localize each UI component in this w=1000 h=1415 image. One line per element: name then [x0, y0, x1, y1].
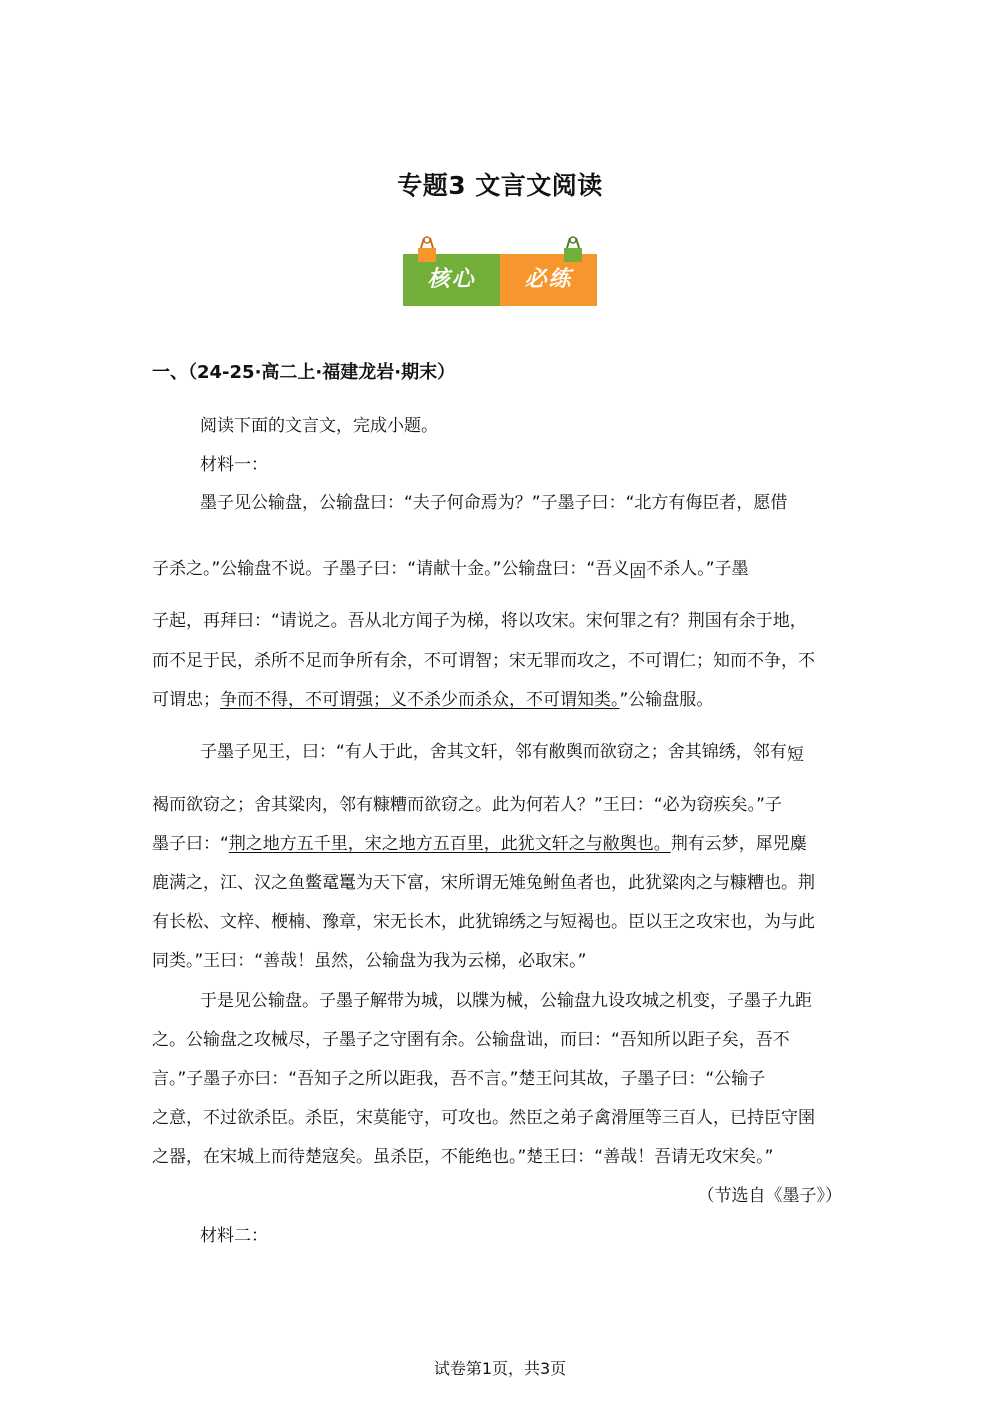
- passage-line: 墨子见公输盘，公输盘曰：“夫子何命焉为？”子墨子曰：“北方有侮臣者，愿借: [200, 493, 788, 513]
- passage-line: 之器，在宋城上而待楚寇矣。虽杀臣，不能绝也。”楚王曰：“善哉！吾请无攻宋矣。”: [152, 1147, 774, 1167]
- passage-line: 同类。”王曰：“善哉！虽然，公输盘为我为云梯，必取宋。”: [152, 951, 587, 971]
- page-footer: 试卷第1页，共3页: [433, 1359, 567, 1378]
- section-source: （24-25·高二上·福建龙岩·期末）: [188, 362, 456, 383]
- passage-line: 言。”子墨子亦曰：“吾知子之所以距我，吾不言。”楚王问其故，子墨子曰：“公输子: [152, 1069, 766, 1089]
- passage-line: 褐而欲窃之；舍其粱肉，邻有糠糟而欲窃之。此为何若人？”王曰：“必为窃疾矣。”子: [152, 795, 782, 815]
- passage-line: [152, 689, 842, 711]
- core-practice-banner: [403, 234, 597, 306]
- passage-line: 子起，再拜曰：“请说之。吾从北方闻子为梯，将以攻宋。宋何罪之有？荆国有余于地，: [152, 611, 807, 631]
- underlined-sentence: 争而不得，不可谓强；义不杀少而杀众，不可谓知类。: [220, 690, 620, 710]
- page-title: 专题3 文言文阅读: [397, 171, 603, 200]
- passage-line: 而不足于民，杀所不足而争所有余，不可谓智；宋无罪而攻之，不可谓仁；知而不争，不: [152, 651, 815, 671]
- passage-line: 有长松、文梓、楩楠、豫章，宋无长木，此犹锦绣之与短褐也。臣以王之攻宋也，为与此: [152, 912, 815, 932]
- material-one-label: 材料一：: [200, 455, 268, 475]
- section-heading: [152, 358, 455, 384]
- passage-line: 于是见公输盘。子墨子解带为城，以牒为械，公输盘九设攻城之机变，子墨子九距: [200, 991, 812, 1011]
- binder-clip-icon: [561, 236, 585, 264]
- passage-text: 子墨子见王，曰：“有人于此，舍其文轩，邻有敝舆而欲窃之；舍其锦绣，邻有: [200, 742, 787, 762]
- passage-text: 墨子曰：“: [152, 834, 229, 854]
- citation: （节选自《墨子》）: [697, 1186, 842, 1206]
- passage-text: 可谓忠；: [152, 690, 220, 710]
- passage-line: 鹿满之，江、汉之鱼鳖鼋鼍为天下富，宋所谓无雉兔鲋鱼者也，此犹粱肉之与糠糟也。荆: [152, 873, 815, 893]
- passage-text: 子杀之。”公输盘不说。子墨子曰：“请献十金。”公输盘曰：“吾义: [152, 559, 630, 579]
- passage-line: 之意，不过欲杀臣。杀臣，宋莫能守，可攻也。然臣之弟子禽滑厘等三百人，已持臣守圉: [152, 1108, 815, 1128]
- material-two-label: 材料二：: [200, 1226, 268, 1246]
- passage-char-lowered: 短: [786, 745, 804, 765]
- passage-line: 之。公输盘之攻械尽，子墨子之守圉有余。公输盘诎，而曰：“吾知所以距子矣，吾不: [152, 1030, 790, 1050]
- binder-clip-icon: [415, 236, 439, 264]
- passage-text: 不杀人。”子墨: [646, 559, 749, 579]
- passage-line: [152, 833, 842, 855]
- passage-line: [200, 741, 890, 763]
- passage-char-lowered: 固: [629, 562, 647, 582]
- section-number: 一、: [152, 362, 188, 383]
- instruction-text: 阅读下面的文言文，完成小题。: [200, 416, 438, 436]
- banner-right-label: 必练: [524, 267, 573, 292]
- passage-text: 荆有云梦，犀兕麋: [670, 834, 807, 854]
- banner-left-label: 核心: [427, 267, 476, 292]
- passage-line: [152, 558, 842, 580]
- underlined-sentence: 荆之地方五千里，宋之地方五百里，此犹文轩之与敝舆也。: [228, 834, 671, 854]
- passage-text: ”公输盘服。: [619, 690, 714, 710]
